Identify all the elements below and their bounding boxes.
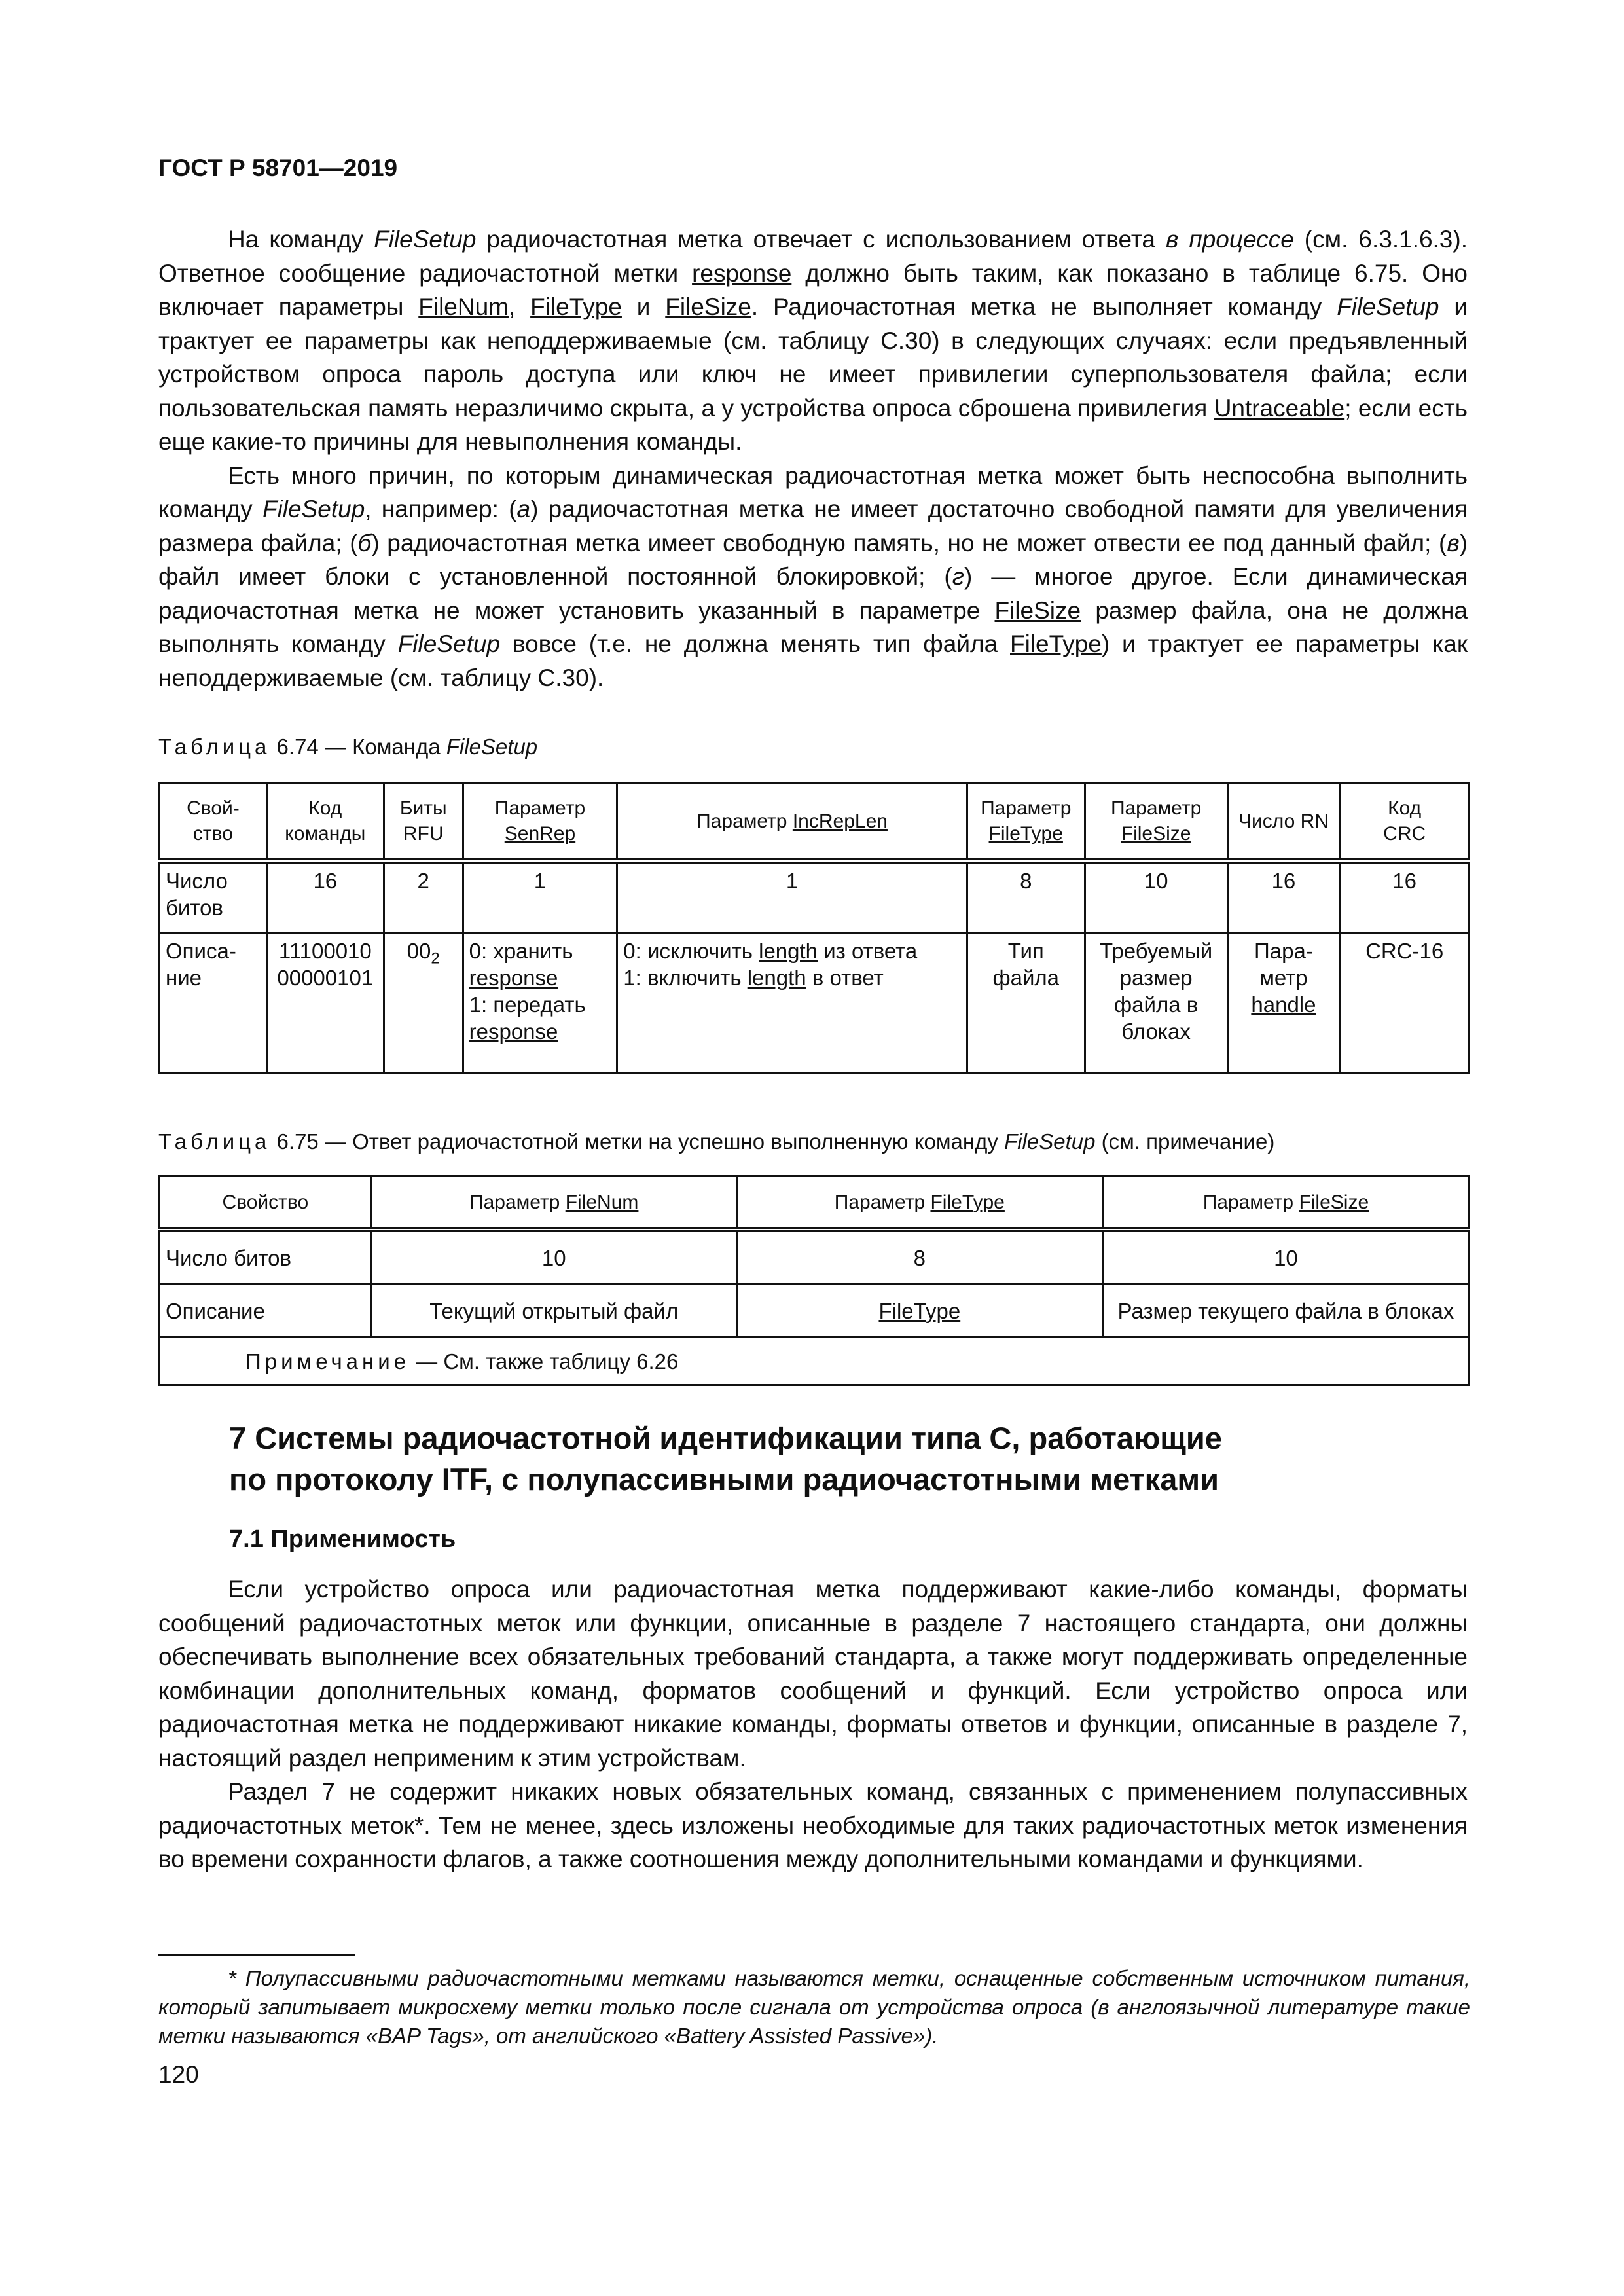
text-run: и — [621, 293, 666, 320]
text-run: блоках — [1121, 1019, 1191, 1044]
table-cell — [160, 1285, 372, 1338]
column-header — [160, 1176, 372, 1230]
table-cell — [617, 861, 967, 933]
table-row — [160, 861, 1470, 933]
section-title-line: по протоколу ITF, с полупассивными радиочастотными метками — [229, 1462, 1219, 1497]
text-run: Текущий открытый файл — [429, 1298, 679, 1323]
parameter-name: IncRepLen — [792, 810, 888, 832]
text-run: ) файл имеет блоки с установленной постоянной блокировкой; ( — [158, 529, 1468, 590]
text-run: команды — [285, 823, 366, 845]
table-cell — [1340, 861, 1470, 933]
note-prefix: Примечание — [245, 1349, 410, 1374]
text-run: . Радиочастотная метка не выполняет команду — [751, 293, 1337, 320]
text-run: 2 — [431, 949, 440, 968]
note-text: — См. также таблицу 6.26 — [410, 1349, 679, 1374]
text-run: Код — [308, 797, 342, 820]
text-run: Размер текущего файла в блоках — [1117, 1298, 1454, 1323]
text-run: Описа- — [166, 939, 236, 963]
text-run: Параметр — [494, 797, 586, 820]
text-run: Описание — [166, 1298, 265, 1323]
parameter-name: FileType — [530, 293, 622, 320]
text-run: Параметр — [1202, 1191, 1299, 1213]
top-paragraphs — [158, 223, 1468, 695]
table-cell — [160, 933, 267, 1074]
table-cell — [736, 1285, 1102, 1338]
section-title — [229, 1417, 1222, 1500]
text-run: Число RN — [1238, 810, 1329, 832]
emphasis-text: а — [516, 496, 531, 522]
emphasis-text: в процессе — [1166, 226, 1294, 253]
parameter-name: response — [469, 966, 558, 990]
table-cell — [736, 1230, 1102, 1285]
column-header — [160, 784, 267, 861]
page-number: 120 — [158, 2061, 199, 2088]
emphasis-text: г — [952, 563, 964, 590]
text-run: размер файла, она не должна выполнять команду — [158, 596, 1468, 657]
table-cell — [967, 861, 1085, 933]
text-run: CRC-16 — [1365, 939, 1444, 963]
table-cell — [266, 861, 384, 933]
column-header — [736, 1176, 1102, 1230]
table-cell — [1102, 1230, 1469, 1285]
footnote-divider — [158, 1954, 355, 1956]
text-run: Параметр — [696, 810, 793, 832]
parameter-name: FileSize — [1299, 1191, 1369, 1213]
table-row — [160, 933, 1470, 1074]
table-cell — [160, 1230, 372, 1285]
table-cell — [384, 861, 463, 933]
emphasis-text: в — [1447, 529, 1460, 556]
parameter-name: FileType — [878, 1298, 961, 1323]
parameter-name: SenRep — [504, 823, 576, 845]
text-run: Число — [166, 868, 228, 893]
text-run: 10 — [1144, 868, 1168, 893]
text-run: На команду — [228, 226, 374, 253]
text-run: RFU — [403, 823, 444, 845]
column-header — [967, 784, 1085, 861]
text-run: 1: включить — [623, 966, 748, 990]
column-header — [384, 784, 463, 861]
caption-text: 6.74 — Команда — [270, 735, 446, 759]
table-6-75 — [158, 1175, 1470, 1386]
text-run: ство — [192, 823, 233, 845]
bottom-paragraphs — [158, 1573, 1468, 1876]
column-header — [1085, 784, 1227, 861]
text-run: 00 — [406, 939, 431, 963]
emphasis-text: FileSetup — [262, 496, 365, 522]
text-run: ) радиочастотная метка не имеет достаточно свободной памяти для увеличения размера файла; ( — [158, 496, 1468, 556]
paragraph — [158, 223, 1468, 459]
table-cell — [617, 933, 967, 1074]
text-run: Свойство — [222, 1191, 309, 1213]
table-cell — [160, 861, 267, 933]
paragraph — [158, 459, 1468, 695]
text-run: , — [509, 293, 531, 320]
table-note — [160, 1338, 1470, 1385]
caption-prefix: Таблица — [158, 1129, 271, 1154]
text-run: 10 — [541, 1245, 566, 1270]
text-run: Есть много причин, по которым динамическая радиочастотная метка может быть неспособна выполнить команду — [158, 462, 1468, 522]
table-cell — [1102, 1285, 1469, 1338]
text-run: Тип — [1007, 939, 1044, 963]
text-run: ) и трактует ее параметры как неподдерживаемые (см. таблицу С.30). — [158, 630, 1468, 691]
column-header — [1227, 784, 1340, 861]
column-header — [266, 784, 384, 861]
table-cell — [1227, 861, 1340, 933]
parameter-name: FileSize — [1121, 823, 1191, 845]
text-run: должно быть таким, как показано в таблице 6.75. Оно включает параметры — [158, 259, 1468, 320]
table-cell — [967, 933, 1085, 1074]
column-header — [371, 1176, 736, 1230]
text-run: 1: передать — [469, 993, 586, 1017]
caption-command: FileSetup — [1004, 1129, 1096, 1154]
table-header-row — [160, 1176, 1470, 1230]
text-run: Раздел 7 не содержит никаких новых обязательных команд, связанных с применением полупассивных радиочастотных меток*. Тем не менее, здесь изложены необходимые для таких радиочастотных меток изменения во времени сохранности флагов, а также соотношения между дополнительными командами и функциями. — [158, 1778, 1468, 1872]
text-run: 8 — [913, 1245, 926, 1270]
column-header — [1102, 1176, 1469, 1230]
text-run: Параметр — [981, 797, 1072, 820]
footnote — [158, 1964, 1470, 2050]
text-run: Свой- — [187, 797, 240, 820]
text-run: 10 — [1274, 1245, 1298, 1270]
text-run: Если устройство опроса или радиочастотная метка поддерживают какие-либо команды, форматы сообщений радиочастотных меток или функции, описанные в разделе 7 настоящего стандарта, они должны обеспечивать выполнение всех обязательных требований стандарта, а также могут поддерживать определенные комбинации дополнительных команд, форматов сообщений и функций. Если устройство опроса или радиочастотная метка не поддерживают никакие команды, форматы ответов и функции, описанные в разделе 7, настоящий раздел неприменим к этим устройствам. — [158, 1576, 1468, 1772]
text-run: 16 — [1271, 868, 1296, 893]
text-run: 8 — [1020, 868, 1032, 893]
table-cell — [371, 1285, 736, 1338]
text-run: размер — [1119, 966, 1193, 990]
text-run: 16 — [1392, 868, 1417, 893]
parameter-name: length — [759, 939, 818, 963]
text-run: Параметр — [834, 1191, 931, 1213]
text-run: 00000101 — [277, 966, 374, 990]
table-6-74-caption — [158, 735, 537, 759]
table-row — [160, 1285, 1470, 1338]
text-run: вовсе (т.е. не должна менять тип файла — [500, 630, 1010, 657]
parameter-name: handle — [1251, 993, 1316, 1017]
text-run: файла — [992, 966, 1060, 990]
section-title-line: 7 Системы радиочастотной идентификации типа С, работающие — [229, 1421, 1222, 1455]
text-run: ; если есть еще какие-то причины для невыполнения команды. — [158, 394, 1468, 455]
text-run: Пара- — [1254, 939, 1313, 963]
text-run: ) — многое другое. Если динамическая радиочастотная метка не может установить указанный в параметре — [158, 563, 1468, 624]
text-run: (см. 6.3.1.6.3). Ответное сообщение радиочастотной метки — [158, 226, 1468, 287]
text-run: Параметр — [469, 1191, 566, 1213]
text-run: из ответа — [818, 939, 918, 963]
document-header: ГОСТ Р 58701—2019 — [158, 155, 398, 181]
paragraph — [158, 1775, 1468, 1876]
caption-prefix: Таблица — [158, 735, 271, 759]
text-run: Код — [1388, 797, 1422, 820]
parameter-name: FileNum — [418, 293, 509, 320]
parameter-name: FileSize — [665, 293, 751, 320]
text-run: 1 — [785, 868, 799, 893]
table-cell — [1085, 933, 1227, 1074]
table-header-row — [160, 784, 1470, 861]
table-cell — [266, 933, 384, 1074]
emphasis-text: FileSetup — [1337, 293, 1439, 320]
caption-command: FileSetup — [446, 735, 538, 759]
parameter-name: FileSize — [994, 596, 1081, 624]
text-run: ) радиочастотная метка имеет свободную память, но не может отвести ее под данный файл; ( — [371, 529, 1447, 556]
text-run: Биты — [399, 797, 447, 820]
paragraph — [158, 1573, 1468, 1775]
subsection-title: 7.1 Применимость — [229, 1525, 456, 1553]
text-run: метр — [1259, 966, 1308, 990]
text-run: CRC — [1383, 823, 1426, 845]
column-header — [1340, 784, 1470, 861]
footnote-text: * Полупассивными радиочастотными метками называются метки, оснащенные собственным источником питания, который запитывает микросхему метки только после сигнала от устройства опроса (в англоязычной литературе такие метки называются «BAP Tags», от английского «Battery Assisted Passive»). — [158, 1966, 1470, 2048]
column-header — [617, 784, 967, 861]
text-run: Требуемый — [1100, 939, 1213, 963]
parameter-name: length — [747, 966, 806, 990]
caption-text: 6.75 — Ответ радиочастотной метки на успешно выполненную команду — [270, 1129, 1005, 1154]
text-run: 0: хранить — [469, 939, 573, 963]
table-6-75-caption — [158, 1129, 1274, 1154]
table-cell — [1227, 933, 1340, 1074]
column-header — [463, 784, 617, 861]
emphasis-text: FileSetup — [397, 630, 501, 657]
table-cell — [371, 1230, 736, 1285]
text-run: ние — [166, 966, 202, 990]
parameter-name: response — [469, 1019, 558, 1044]
text-run: 1 — [533, 868, 547, 893]
table-cell — [384, 933, 463, 1074]
text-run: , например: ( — [365, 496, 517, 522]
text-run: радиочастотная метка отвечает с использованием ответа — [476, 226, 1166, 253]
table-6-74 — [158, 782, 1470, 1074]
caption-tail: (см. примечание) — [1095, 1129, 1275, 1154]
table-cell — [1340, 933, 1470, 1074]
parameter-name: FileType — [988, 823, 1063, 845]
emphasis-text: FileSetup — [374, 226, 477, 253]
text-run: и трактует ее параметры как неподдерживаемые (см. таблицу С.30) в следующих случаях: если предъявленный устройством опроса пароль доступа или ключ не имеет привилегии суперпользователя файла; если пользовательская память неразличимо скрыта, а у устройства опроса сброшена привилегия — [158, 293, 1468, 422]
emphasis-text: б — [357, 529, 372, 556]
text-run: 2 — [417, 868, 429, 893]
text-run: Число битов — [166, 1245, 292, 1270]
text-run: файла в — [1114, 993, 1199, 1017]
table-cell — [1085, 861, 1227, 933]
table-cell — [463, 933, 617, 1074]
table-row — [160, 1230, 1470, 1285]
text-run: Параметр — [1110, 797, 1202, 820]
parameter-name: Untraceable — [1214, 394, 1345, 422]
table-cell — [463, 861, 617, 933]
text-run: в ответ — [806, 966, 884, 990]
text-run: 16 — [313, 868, 338, 893]
parameter-name: response — [692, 259, 792, 287]
text-run: битов — [166, 895, 223, 920]
text-run: 11100010 — [278, 939, 372, 963]
table-note-row — [160, 1338, 1470, 1385]
text-run: 0: исключить — [623, 939, 759, 963]
parameter-name: FileNum — [565, 1191, 639, 1213]
parameter-name: FileType — [930, 1191, 1005, 1213]
parameter-name: FileType — [1010, 630, 1102, 657]
